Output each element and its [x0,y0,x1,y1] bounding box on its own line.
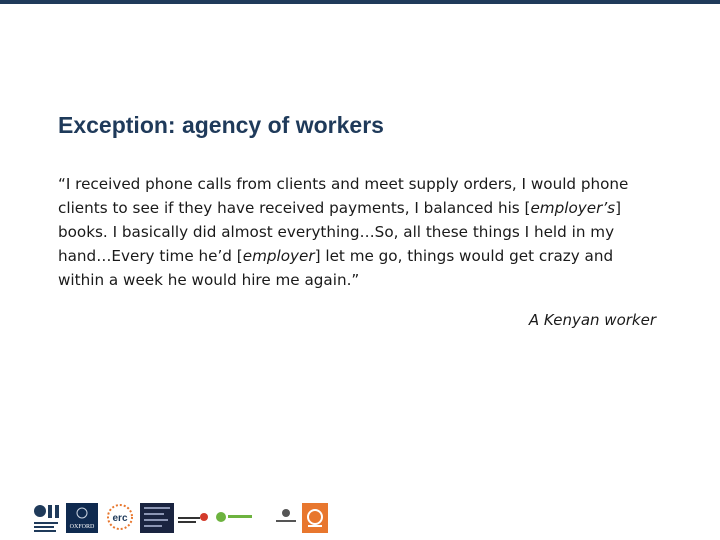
quote-text-part-3: ] let me go, things would get crazy and within a week he would hire me again.” [58,247,614,289]
svg-text:OXFORD: OXFORD [69,524,95,530]
quote-emphasis-employer: employer [242,247,315,265]
svg-text:erc: erc [112,513,128,524]
erc-logo-icon [106,503,134,531]
quote-attribution: A Kenyan worker [528,311,656,329]
lse-logo-icon [140,503,174,533]
harambee-logo-icon [214,503,254,531]
oii-logo-icon [32,503,62,537]
worker-quote [58,172,658,292]
orange-emblem-icon [302,503,328,533]
quote-text-part-1: “I received phone calls from clients and meet supply orders, I would phone clients to see if they have received payments, I balanced his [ [58,175,629,217]
oxford-logo-icon [66,503,98,533]
top-accent-bar [0,0,720,4]
quote-text-part-2: ] books. I basically did almost everything…So, all these things I held in my hand…Every time he’d [ [58,199,621,265]
quote-emphasis-employers: employer’s [530,199,616,217]
partner-logo-icon [176,503,210,531]
partner-logo-icon [272,503,300,531]
slide-title: Exception: agency of workers [58,112,384,138]
